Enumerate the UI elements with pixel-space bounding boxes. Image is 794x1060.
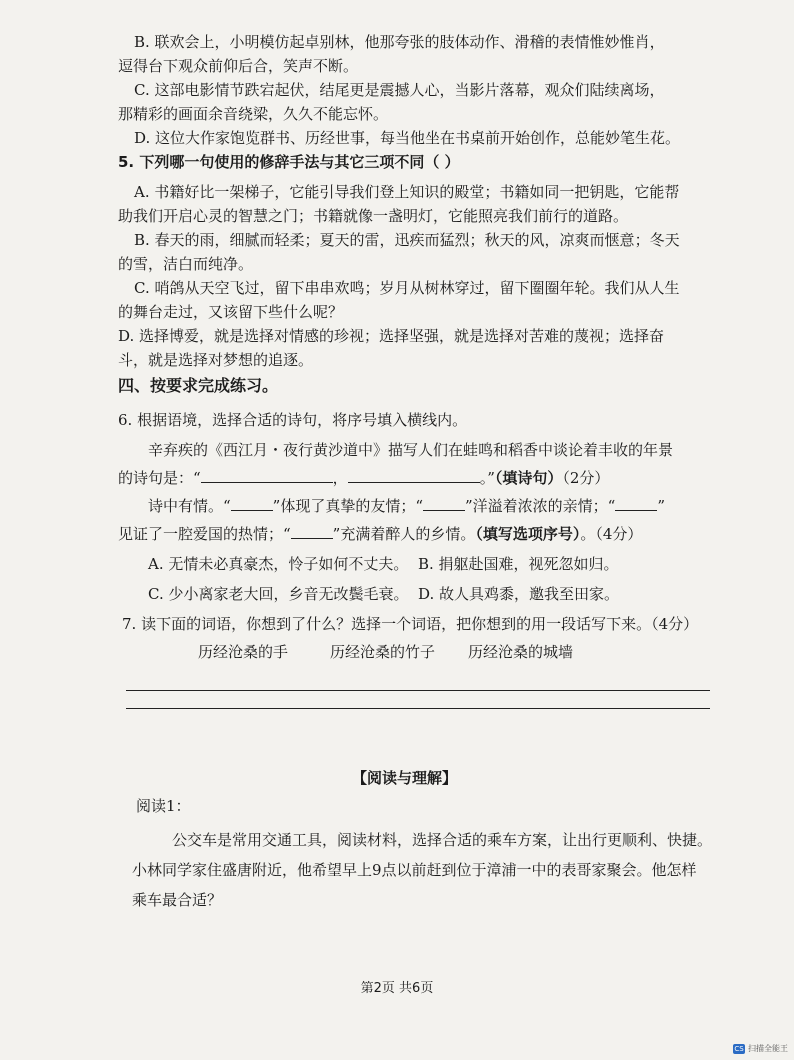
q5-option-c-line2: 的舞台走过，又该留下些什么呢？: [118, 303, 344, 321]
q4-option-c-line1: C. 这部电影情节跌宕起伏，结尾更是震撼人心，当影片落幕，观众们陆续离场，: [134, 81, 665, 99]
q5-title: 5. 下列哪一句使用的修辞手法与其它三项不同（ ）: [118, 153, 460, 171]
q6-p2-close: 。”: [479, 469, 495, 487]
q7-word-3: 历经沧桑的城墙: [468, 643, 574, 661]
q5-option-c-line1: C. 哨鸽从天空飞过，留下串串欢鸣；岁月从树林穿过，留下圈圈年轮。我们从人生: [134, 279, 680, 297]
q5-option-d-line1: D. 选择博爱，就是选择对情感的珍视；选择坚强，就是选择对苦难的蔑视；选择奋: [118, 327, 665, 345]
q6-paragraph-line2: [118, 468, 609, 488]
q5-option-a-line1: A. 书籍好比一架梯子，它能引导我们登上知识的殿堂；书籍如同一把钥匙，它能帮: [134, 183, 680, 201]
q6-option-d: D. 故人具鸡黍，邀我至田家。: [418, 585, 620, 603]
answer-line-1[interactable]: [126, 690, 710, 691]
q6-option-b: B. 捐躯赴国难，视死忽如归。: [418, 555, 619, 573]
q6-paragraph-line3: [148, 496, 665, 516]
q6-option-c: C. 少小离家老大回，乡音无改鬓毛衰。: [148, 585, 409, 603]
q6-score-2: （2分）: [562, 469, 610, 487]
option-blank-patriotism[interactable]: [615, 496, 657, 511]
q7-word-1: 历经沧桑的手: [198, 643, 289, 661]
reading-section-header: 【阅读与理解】: [352, 769, 458, 787]
q4-option-c-line2: 那精彩的画面余音绕梁，久久不能忘怀。: [118, 105, 389, 123]
q6-p3-text-a: 诗中有情。“: [148, 497, 231, 515]
q6-p3-text-c: ”洋溢着浓浓的亲情；“: [465, 497, 616, 515]
option-blank-hometown[interactable]: [291, 524, 333, 539]
q5-option-b-line2: 的雪，洁白而纯净。: [118, 255, 254, 273]
q7-word-2: 历经沧桑的竹子: [330, 643, 436, 661]
section-4-heading: 四、按要求完成练习。: [118, 376, 279, 395]
reading-1-label: 阅读1：: [136, 797, 191, 815]
q6-fill-instruction: （填诗句）: [494, 469, 563, 487]
q6-p4-text-b: ”充满着醉人的乡情。: [332, 525, 476, 543]
q6-score-4: 。（4分）: [580, 525, 643, 543]
q6-option-instruction: （填写选项序号）: [475, 525, 581, 543]
q7-title: 7. 读下面的词语，你想到了什么？选择一个词语，把你想到的用一段话写下来。（4分）: [122, 615, 699, 633]
q6-p2-prefix: 的诗句是：“: [118, 469, 201, 487]
q5-option-d-line2: 斗，就是选择对梦想的追逐。: [118, 351, 314, 369]
q5-option-b-line1: B. 春天的雨，细腻而轻柔；夏天的雷，迅疾而猛烈；秋天的风，凉爽而惬意；冬天: [134, 231, 680, 249]
q4-option-b-line2: 逗得台下观众前仰后合，笑声不断。: [118, 57, 359, 75]
option-blank-family[interactable]: [423, 496, 465, 511]
q6-p3-text-d: ”: [657, 497, 666, 515]
answer-line-2[interactable]: [126, 708, 710, 709]
poem-blank-1[interactable]: [201, 468, 333, 483]
q6-p4-text-a: 见证了一腔爱国的热情；“: [118, 525, 291, 543]
scanner-logo-icon: CS: [734, 1044, 744, 1053]
q6-title: 6. 根据语境，选择合适的诗句，将序号填入横线内。: [118, 411, 468, 429]
scanner-watermark-text: 扫描全能王: [748, 1044, 788, 1053]
poem-blank-2[interactable]: [348, 468, 480, 483]
q6-p2-comma: ，: [332, 469, 348, 487]
q4-option-d-line1: D. 这位大作家饱览群书、历经世事，每当他坐在书桌前开始创作，总能妙笔生花。: [134, 129, 681, 147]
scanner-watermark: [733, 1043, 788, 1054]
reading-paragraph-line1: 公交车是常用交通工具，阅读材料，选择合适的乘车方案，让出行更顺利、快捷。: [172, 831, 713, 849]
reading-paragraph-line2: 小林同学家住盛唐附近，他希望早上9点以前赶到位于漳浦一中的表哥家聚会。他怎样: [132, 861, 697, 879]
q6-p3-text-b: ”体现了真挚的友情；“: [272, 497, 424, 515]
page-number-footer: 第2页 共6页: [360, 981, 434, 996]
reading-paragraph-line3: 乘车最合适？: [132, 891, 223, 909]
q6-option-a: A. 无情未必真豪杰，怜子如何不丈夫。: [148, 555, 409, 573]
q4-option-b-line1: B. 联欢会上，小明模仿起卓别林，他那夸张的肢体动作、滑稽的表情惟妙惟肖，: [134, 33, 665, 51]
option-blank-friendship[interactable]: [231, 496, 273, 511]
q6-paragraph-line1: 辛弃疾的《西江月・夜行黄沙道中》描写人们在蛙鸣和稻香中谈论着丰收的年景: [148, 441, 674, 459]
q5-option-a-line2: 助我们开启心灵的智慧之门；书籍就像一盏明灯，它能照亮我们前行的道路。: [118, 207, 629, 225]
q6-paragraph-line4: [118, 524, 642, 544]
